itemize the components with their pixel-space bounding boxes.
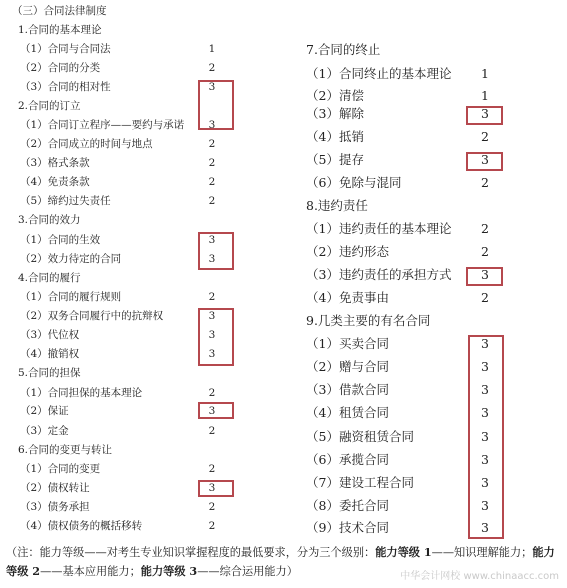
item-label: （3）代位权	[20, 329, 80, 341]
item-label: （5）融资租赁合同	[306, 429, 414, 444]
item-label: （7）建设工程合同	[306, 475, 414, 490]
item-level: 3	[481, 452, 489, 467]
item-level: 3	[481, 475, 489, 490]
item-level: 3	[481, 429, 489, 444]
item-label: （5）缔约过失责任	[20, 195, 111, 207]
group-title: 8.违约责任	[306, 198, 368, 213]
item-level: 3	[481, 336, 489, 351]
item-label: （1）合同订立程序——要约与承诺	[20, 119, 185, 131]
item-label: （3）借款合同	[306, 382, 389, 397]
item-level: 3	[208, 119, 216, 131]
item-label: （1）合同与合同法	[20, 43, 111, 55]
item-label: （6）承揽合同	[306, 452, 389, 467]
item-label: （3）格式条款	[20, 157, 90, 169]
highlight-box	[198, 232, 234, 270]
item-label: （1）合同终止的基本理论	[306, 66, 452, 81]
item-level: 3	[481, 106, 489, 121]
highlight-box	[466, 267, 503, 286]
group-title: 3.合同的效力	[18, 214, 81, 226]
item-label: （4）免责条款	[20, 176, 90, 188]
item-level: 3	[481, 382, 489, 397]
highlight-box	[198, 308, 234, 366]
item-label: （5）提存	[306, 152, 364, 167]
item-level: 3	[208, 310, 216, 322]
item-level: 2	[208, 520, 216, 532]
item-level: 3	[208, 329, 216, 341]
item-level: 2	[208, 425, 216, 437]
item-level: 3	[481, 520, 489, 535]
item-level: 3	[481, 405, 489, 420]
item-level: 3	[481, 498, 489, 513]
item-level: 2	[208, 176, 216, 188]
item-level: 2	[481, 244, 489, 259]
item-level: 2	[208, 62, 216, 74]
watermark: 中华会计网校 www.chinaacc.com	[400, 571, 559, 582]
item-level: 3	[208, 405, 216, 417]
section-heading: （三）合同法律制度	[12, 5, 107, 17]
note-text: ——知识理解能力；	[431, 546, 533, 559]
group-title: 5.合同的担保	[18, 367, 81, 379]
item-label: （1）合同担保的基本理论	[20, 387, 143, 399]
item-label: （4）债权债务的概括移转	[20, 520, 143, 532]
item-label: （1）买卖合同	[306, 336, 389, 351]
highlight-box	[198, 80, 234, 130]
item-level: 2	[481, 221, 489, 236]
item-level: 2	[208, 138, 216, 150]
item-label: （2）合同成立的时间与地点	[20, 138, 153, 150]
item-label: （4）抵销	[306, 129, 364, 144]
item-label: （4）撤销权	[20, 348, 80, 360]
item-level: 2	[208, 195, 216, 207]
level-2-label: 能力等级 2	[6, 545, 555, 578]
item-level: 2	[208, 463, 216, 475]
item-label: （2）合同的分类	[20, 62, 101, 74]
highlight-box	[468, 335, 504, 539]
item-label: （3）解除	[306, 106, 364, 121]
item-label: （2）清偿	[306, 88, 364, 103]
item-label: （3）违约责任的承担方式	[306, 267, 452, 282]
item-label: （9）技术合同	[306, 520, 389, 535]
item-label: （3）债务承担	[20, 501, 90, 513]
group-title: 1.合同的基本理论	[18, 24, 102, 36]
item-level: 2	[208, 157, 216, 169]
item-level: 3	[208, 482, 216, 494]
item-level: 2	[481, 290, 489, 305]
item-label: （2）保证	[20, 405, 69, 417]
item-label: （4）免责事由	[306, 290, 389, 305]
item-level: 1	[481, 88, 489, 103]
group-title: 4.合同的履行	[18, 272, 81, 284]
group-title: 6.合同的变更与转让	[18, 444, 113, 456]
highlight-box	[466, 106, 503, 125]
item-level: 3	[481, 152, 489, 167]
item-label: （2）赠与合同	[306, 359, 389, 374]
item-label: （6）免除与混同	[306, 175, 402, 190]
item-label: （2）双务合同履行中的抗辩权	[20, 310, 164, 322]
item-label: （1）合同的履行规则	[20, 291, 122, 303]
item-level: 3	[208, 234, 216, 246]
highlight-box	[198, 480, 234, 497]
item-label: （1）合同的变更	[20, 463, 101, 475]
note-text: ——基本应用能力；	[40, 565, 141, 578]
item-label: （2）效力待定的合同	[20, 253, 122, 265]
group-title: 2.合同的订立	[18, 100, 81, 112]
level-1-label: 能力等级 1	[375, 545, 432, 559]
item-level: 2	[208, 291, 216, 303]
item-label: （8）委托合同	[306, 498, 389, 513]
note-text: （注：能力等级——对考生专业知识掌握程度的最低要求，分为三个级别：	[6, 546, 376, 559]
item-level: 2	[208, 387, 216, 399]
group-title: 9.几类主要的有名合同	[306, 313, 431, 328]
highlight-box	[198, 402, 234, 419]
item-level: 3	[208, 253, 216, 265]
item-level: 1	[208, 43, 216, 55]
item-level: 1	[481, 66, 489, 81]
item-level: 2	[481, 129, 489, 144]
item-level: 2	[481, 175, 489, 190]
item-level: 3	[208, 348, 216, 360]
item-label: （2）违约形态	[306, 244, 389, 259]
item-label: （1）合同的生效	[20, 234, 101, 246]
item-label: （1）违约责任的基本理论	[306, 221, 452, 236]
level-3-label: 能力等级 3	[140, 564, 198, 578]
item-level: 3	[481, 267, 489, 282]
item-level: 3	[208, 81, 216, 93]
item-label: （3）合同的相对性	[20, 81, 111, 93]
item-label: （2）债权转让	[20, 482, 90, 494]
highlight-box	[466, 152, 503, 171]
item-label: （3）定金	[20, 425, 69, 437]
item-label: （4）租赁合同	[306, 405, 389, 420]
item-level: 2	[208, 501, 216, 513]
item-level: 3	[481, 359, 489, 374]
note-text: ——综合运用能力）	[197, 565, 298, 578]
group-title: 7.合同的终止	[306, 42, 381, 57]
